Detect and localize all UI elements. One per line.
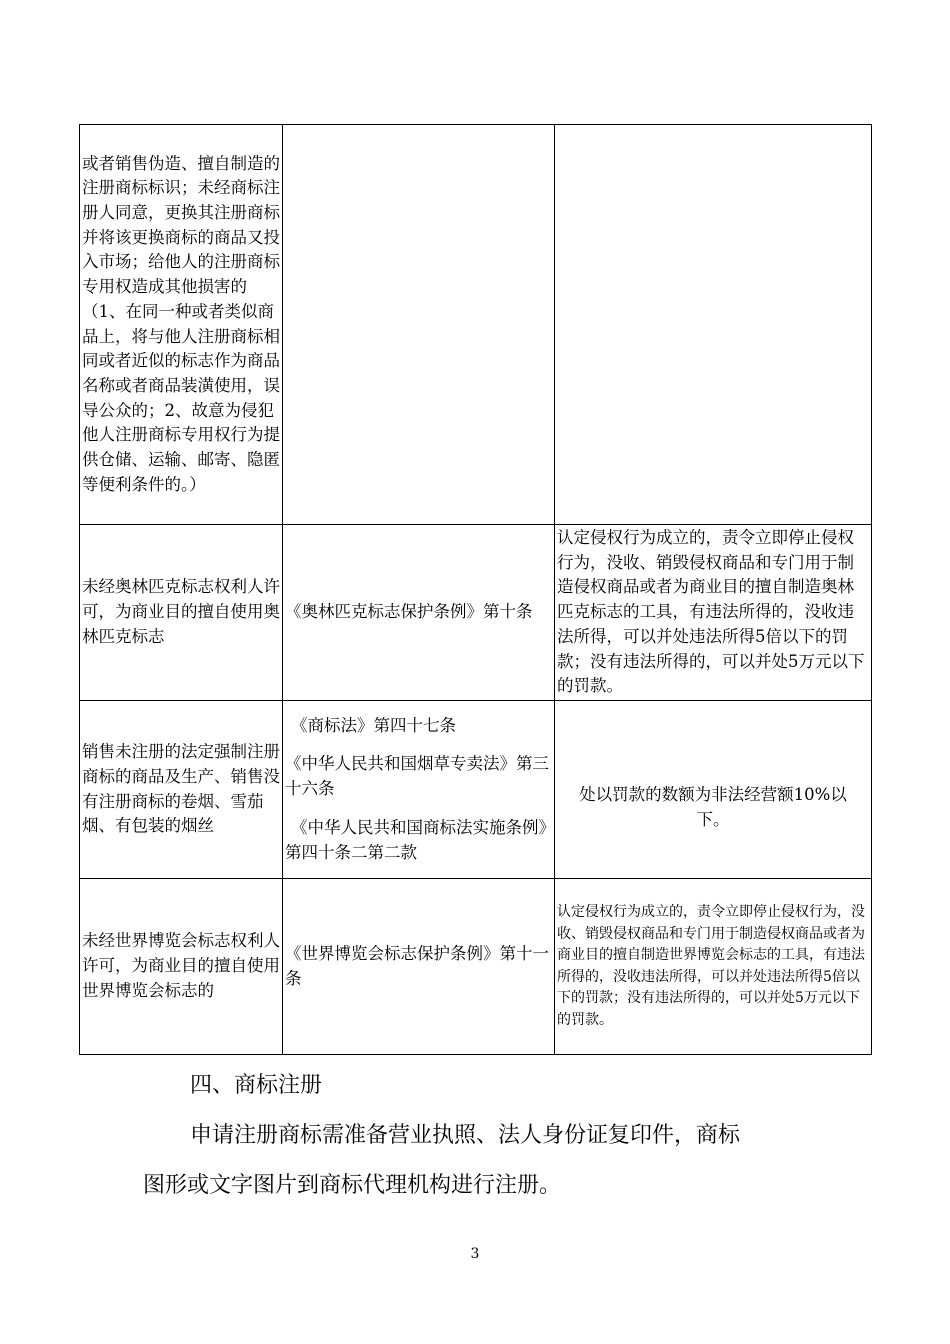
legal-basis-line: 《商标法》第四十七条 xyxy=(291,715,456,735)
penalty-cell: 认定侵权行为成立的，责令立即停止侵权行为，没收、销毁侵权商品和专门用于制造侵权商品或者为商业目的擅自制造世界博览会标志的工具，有违法所得的，没收违法所得，可以并处违法所得5倍以下的罚款；没有违法所得的，可以并处5万元以下的罚款。 xyxy=(555,879,872,1055)
violation-cell: 或者销售伪造、擅自制造的注册商标标识；未经商标注册人同意，更换其注册商标并将该更换商标的商品又投入市场；给他人的注册商标专用权造成其他损害的（1、在同一种或者类似商品上，将与他人注册商标相同或者近似的标志作为商品名称或者商品装潢使用，误导公众的；2、故意为侵犯他人注册商标专用权行为提供仓储、运输、邮寄、隐匿等便利条件的。） xyxy=(80,125,283,525)
section-heading: 四、商标注册 xyxy=(190,1073,323,1098)
table-row xyxy=(80,525,872,701)
legal-basis-line: 《中华人民共和国商标法实施条例》第四十条二第二款 xyxy=(285,817,547,862)
violation-cell: 销售未注册的法定强制注册商标的商品及生产、销售没有注册商标的卷烟、雪茄烟、有包装的烟丝 xyxy=(80,701,283,879)
penalty-cell: 认定侵权行为成立的，责令立即停止侵权行为，没收、销毁侵权商品和专门用于制造侵权商品或者为商业目的擅自制造奥林匹克标志的工具，有违法所得的，没收违法所得，可以并处违法所得5倍以下的罚款；没有违法所得的，可以并处5万元以下的罚款。 xyxy=(555,525,872,701)
section-paragraph-line: 图形或文字图片到商标代理机构进行注册。 xyxy=(143,1173,562,1198)
section-paragraph-line: 申请注册商标需准备营业执照、法人身份证复印件，商标 xyxy=(190,1123,741,1148)
regulation-table xyxy=(79,124,872,1055)
legal-basis-cell xyxy=(283,701,555,879)
penalty-cell xyxy=(555,701,872,879)
violation-cell: 未经世界博览会标志权利人许可，为商业目的擅自使用世界博览会标志的 xyxy=(80,879,283,1055)
legal-basis-cell: 《世界博览会标志保护条例》第十一条 xyxy=(283,879,555,1055)
legal-basis-cell xyxy=(283,125,555,525)
penalty-text: 处以罚款的数额为非法经营额10%以下。 xyxy=(579,784,847,829)
penalty-cell xyxy=(555,125,872,525)
violation-cell: 未经奥林匹克标志权利人许可，为商业目的擅自使用奥林匹克标志 xyxy=(80,525,283,701)
page-number: 3 xyxy=(470,1246,480,1262)
table-row xyxy=(80,701,872,879)
table-row xyxy=(80,125,872,525)
table-row xyxy=(80,879,872,1055)
legal-basis-cell: 《奥林匹克标志保护条例》第十条 xyxy=(283,525,555,701)
legal-basis-line: 《中华人民共和国烟草专卖法》第三十六条 xyxy=(285,754,549,799)
